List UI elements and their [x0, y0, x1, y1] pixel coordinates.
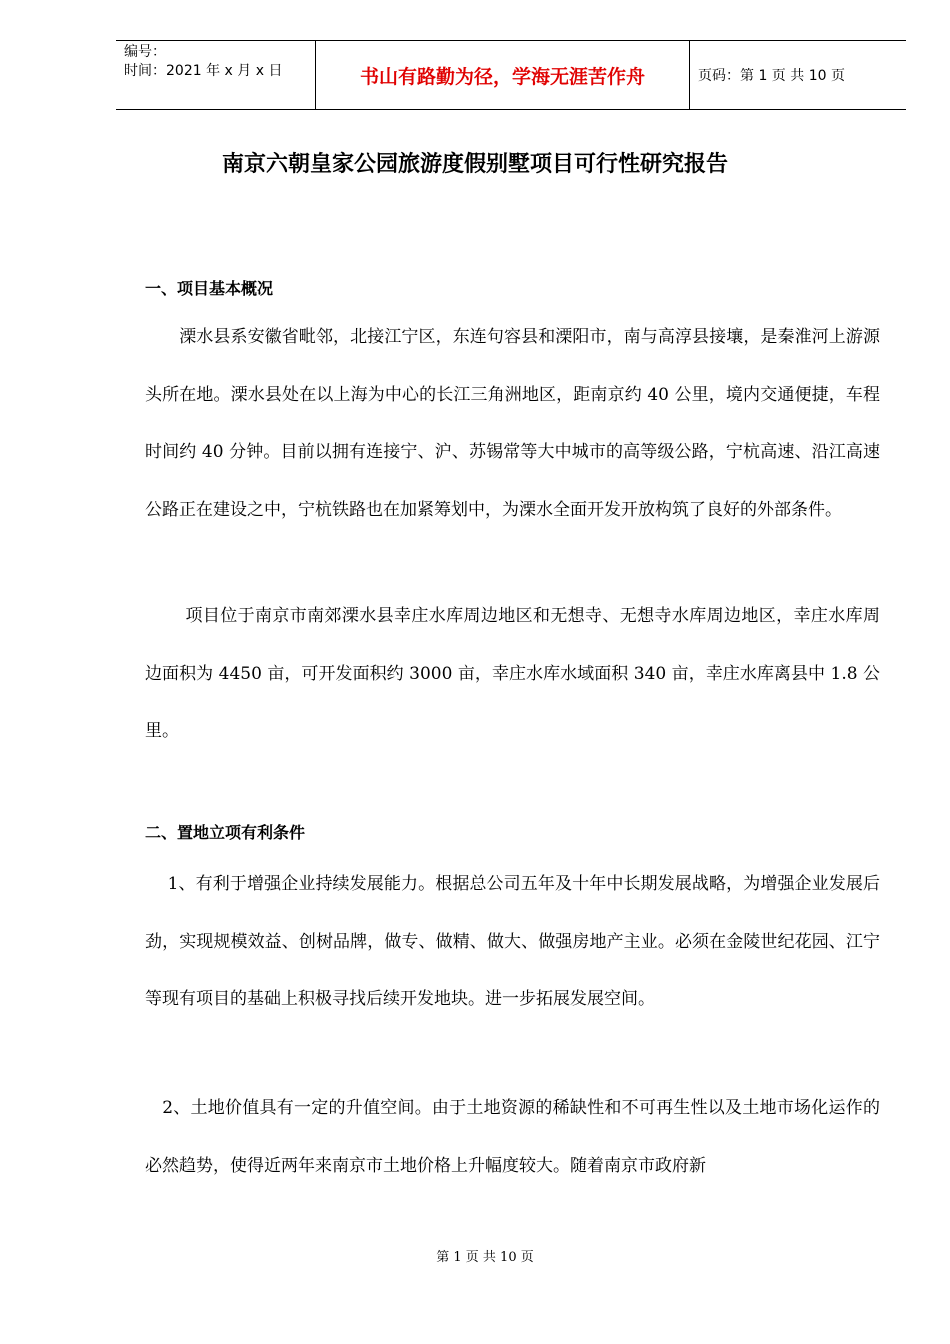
header-table: [116, 40, 906, 110]
section-heading-1: 一、项目基本概况: [145, 279, 274, 298]
header-page-info: 页码：第 1 页 共 10 页: [698, 68, 845, 84]
time-label: 时间：2021 年 x 月 x 日: [124, 63, 283, 79]
header-meta-cell: [116, 41, 316, 109]
section-heading-2: 二、置地立项有利条件: [145, 823, 306, 842]
paragraph-1-2: 项目位于南京市南郊溧水县幸庄水库周边地区和无想寺、无想寺水库周边地区，幸庄水库周边面积为 4450 亩，可开发面积约 3000 亩，幸庄水库水域面积 340 亩，幸庄水库离县中 1.8 公里。: [145, 606, 880, 741]
header-motto: 书山有路勤为径，学海无涯苦作舟: [316, 41, 690, 109]
serial-label: 编号：: [124, 44, 166, 60]
paragraph-2-1: 1、有利于增强企业持续发展能力。根据总公司五年及十年中长期发展战略，为增强企业发展后劲，实现规模效益、创树品牌，做专、做精、做大、做强房地产主业。必须在金陵世纪花园、江宁等现有项目的基础上积极寻找后续开发地块。进一步拓展发展空间。: [145, 874, 880, 1009]
document-title: 南京六朝皇家公园旅游度假别墅项目可行性研究报告: [221, 152, 728, 177]
paragraph-1-1: 溧水县系安徽省毗邻，北接江宁区，东连句容县和溧阳市，南与高淳县接壤，是秦淮河上游源头所在地。溧水县处在以上海为中心的长江三角洲地区，距南京约 40 公里，境内交通便捷，车程时间约 40 分钟。目前以拥有连接宁、沪、苏锡常等大中城市的高等级公路，宁杭高速、沿江高速公路正在建设之中，宁杭铁路也在加紧筹划中，为溧水全面开发开放构筑了良好的外部条件。: [145, 327, 880, 520]
paragraph-2-2: 2、土地价值具有一定的升值空间。由于土地资源的稀缺性和不可再生性以及土地市场化运作的必然趋势，使得近两年来南京市土地价格上升幅度较大。随着南京市政府新: [145, 1098, 880, 1176]
page-footer: 第 1 页 共 10 页: [436, 1250, 534, 1265]
